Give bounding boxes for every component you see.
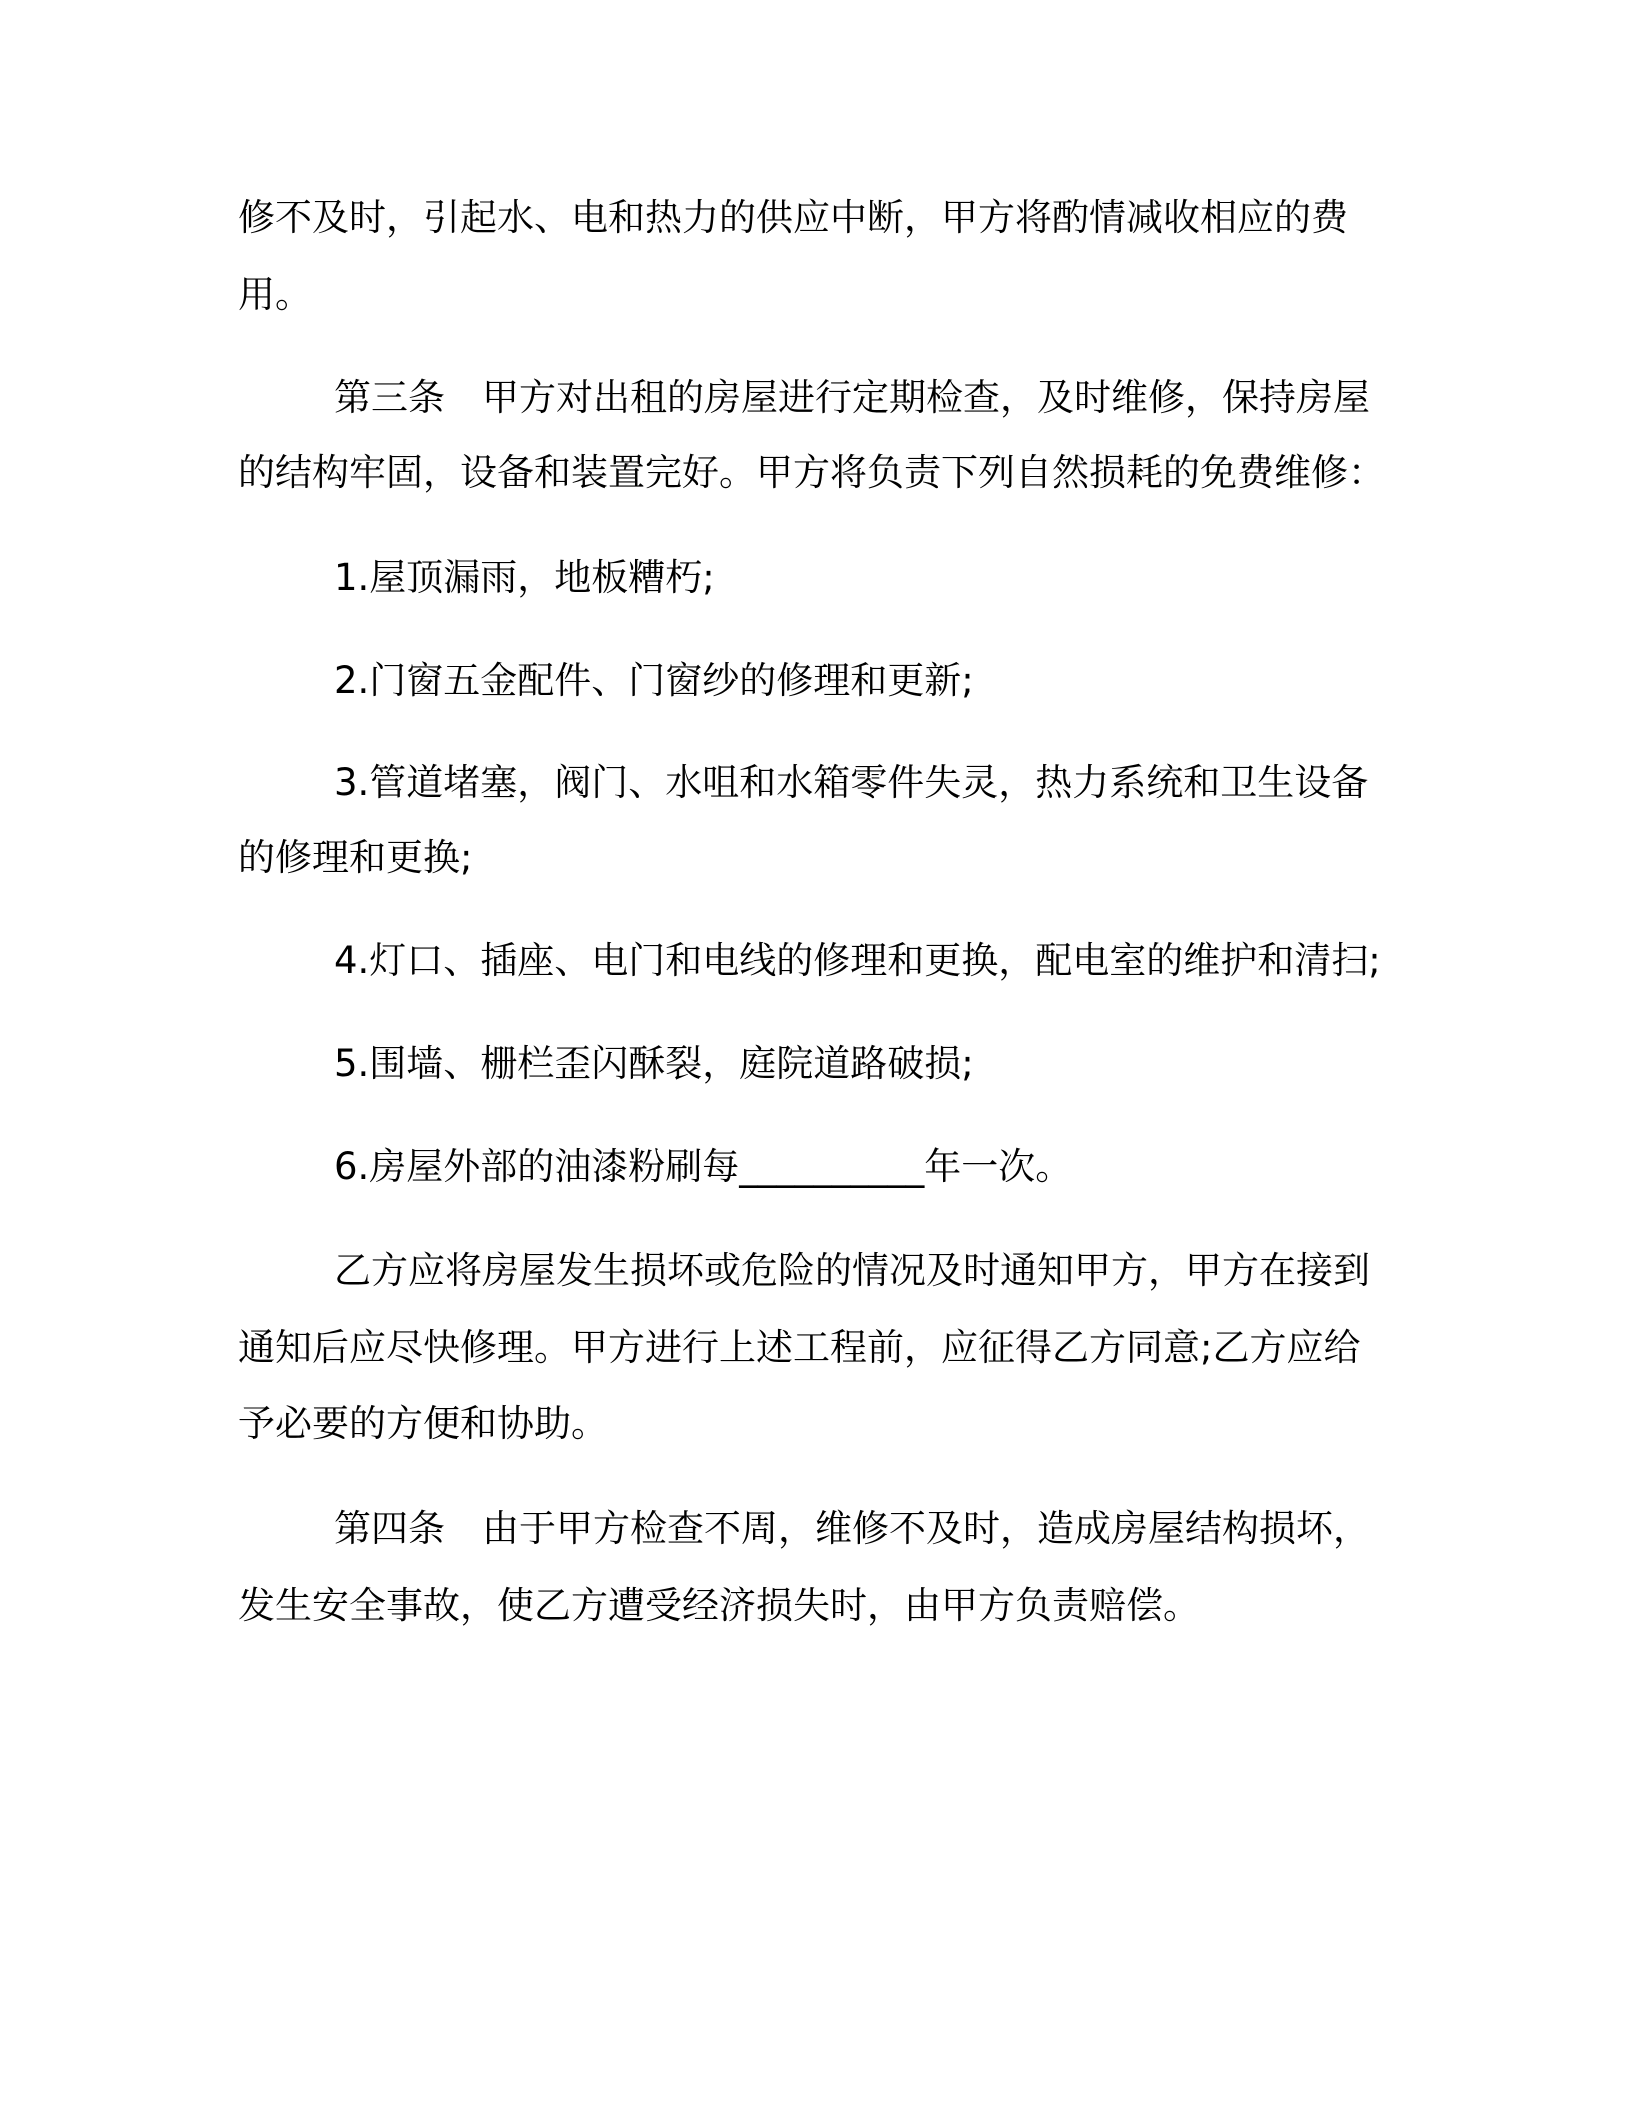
- list-item-6: 6.房屋外部的油漆粉刷每__________年一次。: [334, 1145, 1073, 1188]
- list-item-4: 4.灯口、插座、电门和电线的修理和更换，配电室的维护和清扫;: [334, 939, 1381, 982]
- list-item-3: 3.管道堵塞，阀门、水咀和水箱零件失灵，热力系统和卫生设备: [334, 761, 1369, 804]
- article-3-heading-line: 第三条 甲方对出租的房屋进行定期检查，及时维修，保持房屋: [334, 376, 1370, 419]
- paragraph-notify-line-1: 乙方应将房屋发生损坏或危险的情况及时通知甲方，甲方在接到: [334, 1249, 1370, 1292]
- text-line-2: 用。: [238, 273, 312, 316]
- text-line-1: 修不及时，引起水、电和热力的供应中断，甲方将酌情减收相应的费: [238, 196, 1348, 239]
- list-item-2: 2.门窗五金配件、门窗纱的修理和更新;: [334, 659, 974, 702]
- list-item-1: 1.屋顶漏雨，地板糟朽;: [334, 556, 715, 599]
- paragraph-notify-line-3: 予必要的方便和协助。: [238, 1402, 608, 1445]
- list-item-3-cont: 的修理和更换;: [238, 836, 473, 879]
- list-item-5: 5.围墙、栅栏歪闪酥裂，庭院道路破损;: [334, 1042, 974, 1085]
- paragraph-notify-line-2: 通知后应尽快修理。甲方进行上述工程前，应征得乙方同意;乙方应给: [238, 1326, 1361, 1369]
- article-4-line-2: 发生安全事故，使乙方遭受经济损失时，由甲方负责赔偿。: [238, 1584, 1200, 1627]
- text-line-4: 的结构牢固，设备和装置完好。甲方将负责下列自然损耗的免费维修：: [238, 451, 1385, 494]
- article-4-heading-line: 第四条 由于甲方检查不周，维修不及时，造成房屋结构损坏，: [334, 1507, 1370, 1550]
